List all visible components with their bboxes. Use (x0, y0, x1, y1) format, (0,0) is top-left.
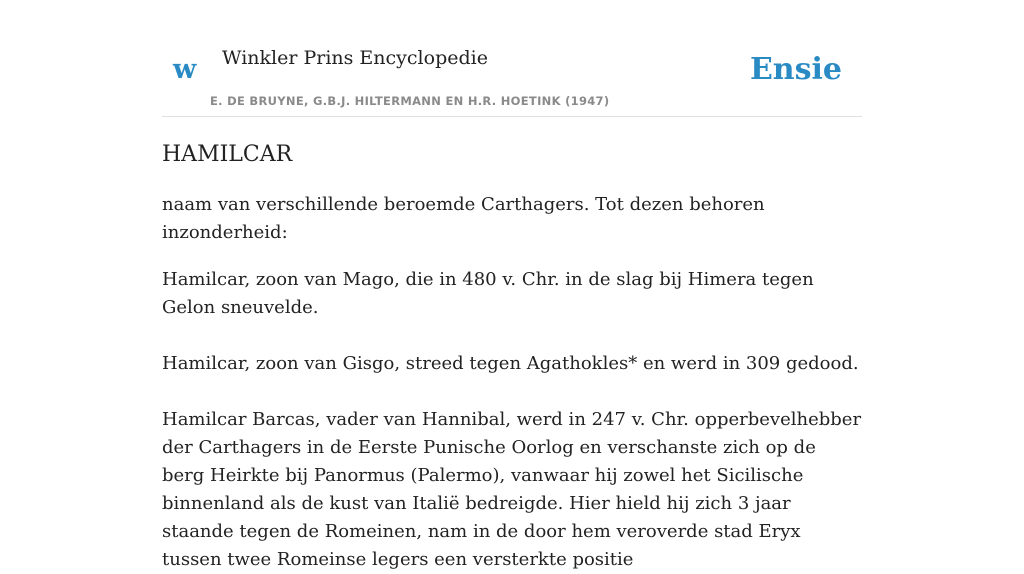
entry-title: HAMILCAR (162, 142, 293, 167)
article (162, 138, 862, 574)
publication-title-link[interactable]: Winkler Prins Encyclopedie (222, 47, 488, 69)
article-paragraph: Hamilcar Barcas, vader van Hannibal, werd in 247 v. Chr. opperbevelhebber der Carthagers in de Eerste Punische Oorlog en verschanste zich op de berg Heirkte bij Panormus (Palermo), vanwaar hij zowel het Sicilische binnenland als de kust van Italië bedreigde. Hier hield hij zich 3 jaar staande tegen de Romeinen, nam in de door hem veroverde stad Eryx tussen twee Romeinse legers een versterkte positie (162, 409, 862, 570)
article-paragraph: naam van verschillende beroemde Carthagers. Tot dezen behoren inzonderheid: (162, 194, 765, 243)
article-paragraph: Hamilcar, zoon van Gisgo, streed tegen Agathokles* en werd in 309 gedood. (162, 353, 859, 374)
publication-logo[interactable]: w (173, 54, 197, 85)
header (162, 0, 862, 117)
article-paragraph: Hamilcar, zoon van Mago, die in 480 v. Chr. in de slag bij Himera tegen Gelon sneuvelde. (162, 269, 814, 318)
brand-logo-link[interactable]: Ensie (749, 52, 842, 87)
publication-authors: E. DE BRUYNE, G.B.J. HILTERMANN EN H.R. HOETINK (1947) (210, 94, 610, 108)
